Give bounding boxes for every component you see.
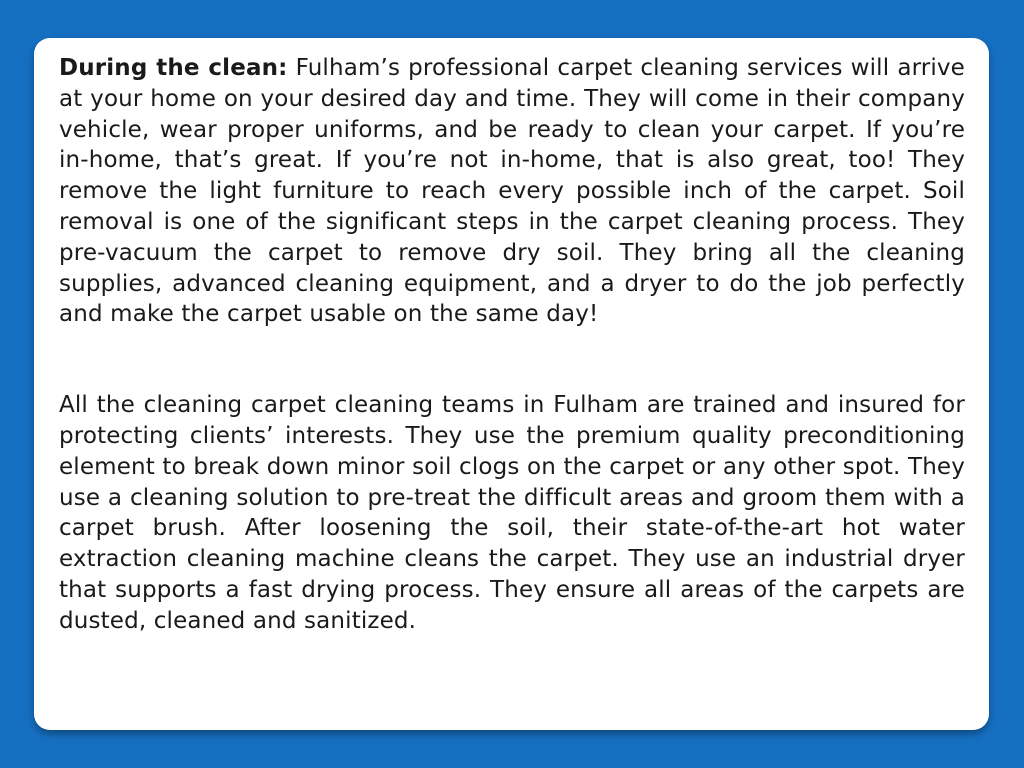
paragraph-body-text: Fulham’s professional carpet cleaning services will arrive at your home on your desired day and time. They will come in their company vehicle, wear proper uniforms, and be ready to clean your carpet. If you’re in-home, that’s great. If you’re not in-home, that is also great, too! They remove the light furniture to reach every possible inch of the carpet. Soil removal is one of the significant steps in the carpet cleaning process. They pre-vacuum the carpet to remove dry soil. They bring all the cleaning supplies, advanced cleaning equipment, and a dryer to do the job perfectly and make the carpet usable on the same day! [59, 55, 965, 328]
paragraph-lead-heading: During the clean: [59, 55, 288, 81]
paragraph-cleaning-teams [59, 390, 965, 636]
content-card [34, 38, 989, 730]
paragraph-body-text: All the cleaning carpet cleaning teams in Fulham are trained and insured for protecting clients’ interests. They use the premium quality preconditioning element to break down minor soil clogs on the carpet or any other spot. They use a cleaning solution to pre-treat the difficult areas and groom them with a carpet brush. After loosening the soil, their state-of-the-art hot water extraction cleaning machine cleans the carpet. They use an industrial dryer that supports a fast drying process. They ensure all areas of the carpets are dusted, cleaned and sanitized. [59, 392, 965, 634]
paragraph-during-the-clean [59, 53, 965, 330]
